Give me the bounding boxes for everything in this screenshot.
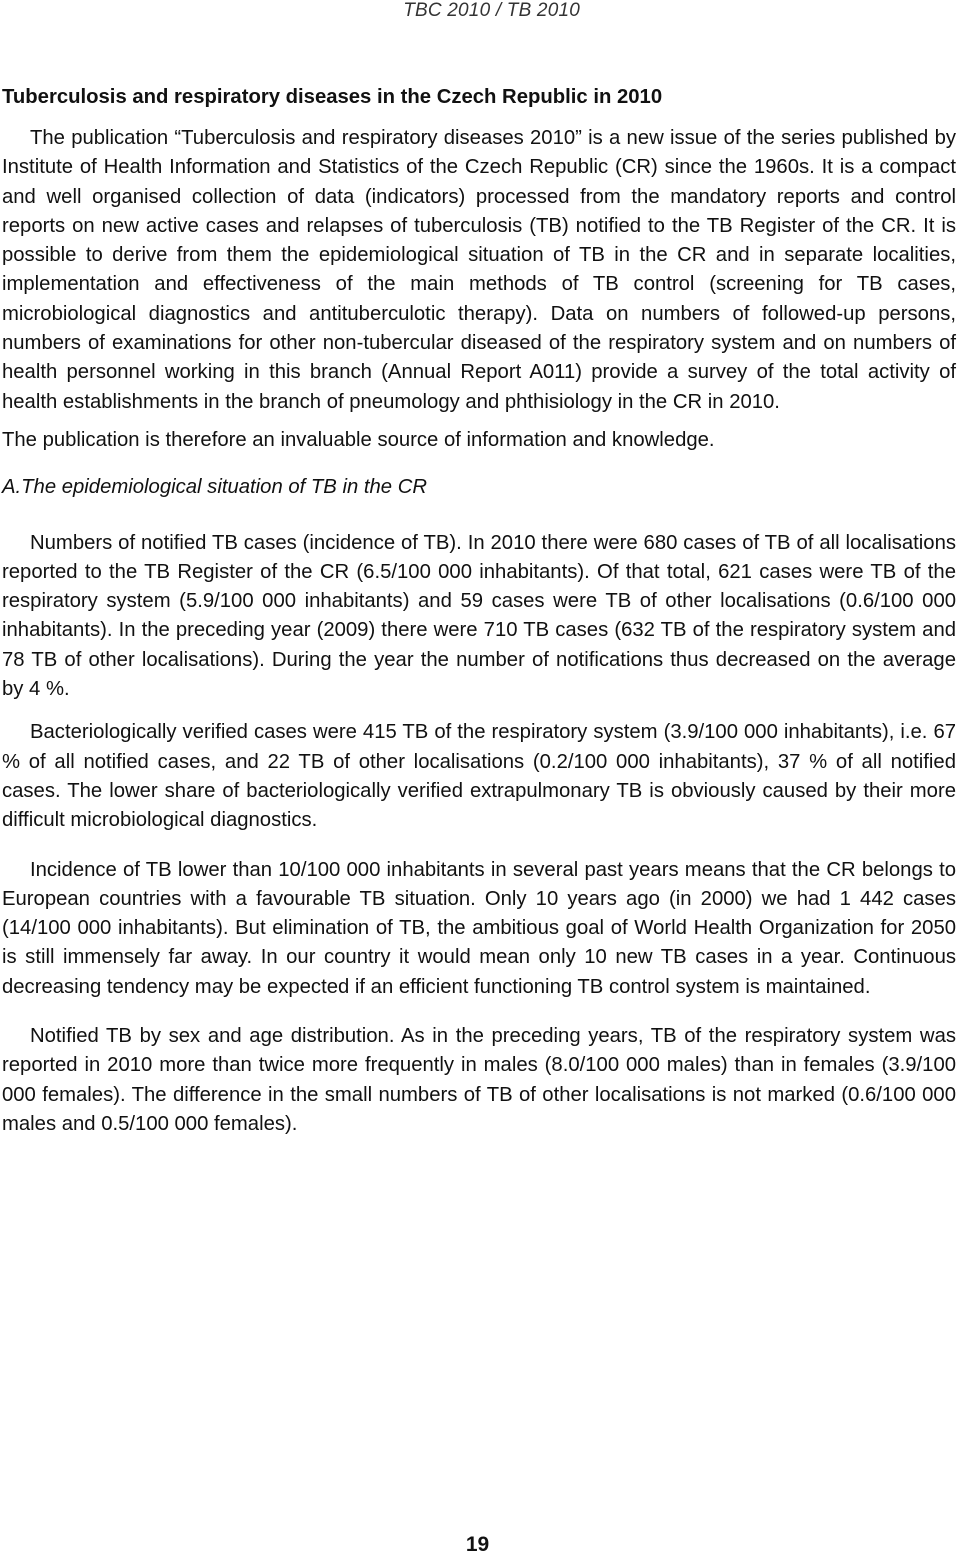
document-title: Tuberculosis and respiratory diseases in the Czech Republic in 2010 bbox=[2, 86, 663, 108]
running-header: TBC 2010 / TB 2010 bbox=[403, 0, 580, 21]
bacteriological-paragraph: Bacteriologically verified cases were 415 TB of the respiratory system (3.9/100 000 inhabitants), i.e. 67 % of all notified cases, and 22 TB of other localisations (0.2/100 000 inhabitants), 37 % of all notified cases. The lower share of bacteriologically verified extrapulmonary TB is obviously caused by their more difficult microbiological diagnostics. bbox=[2, 721, 956, 832]
page-number: 19 bbox=[465, 1533, 490, 1556]
intro-conclusion-paragraph: The publication is therefore an invaluable source of information and knowledge. bbox=[2, 428, 715, 451]
trend-paragraph: Incidence of TB lower than 10/100 000 inhabitants in several past years means that the CR belongs to European countries with a favourable TB situation. Only 10 years ago (in 2000) we had 1 442 cases (14/100 000 inhabitants). But elimination of TB, the ambitious goal of World Health Organization for 2050 is still immensely far away. In our country it would mean only 10 new TB cases in a year. Continuous decreasing tendency may be expected if an efficient functioning TB control system is maintained. bbox=[2, 858, 956, 998]
intro-paragraph: The publication “Tuberculosis and respiratory diseases 2010” is a new issue of the series published by Institute of Health Information and Statistics of the Czech Republic (CR) since the 1960s. It is a compact and well organised collection of data (indicators) processed from the mandatory reports and control reports on new active cases and relapses of tuberculosis (TB) notified to the TB Register of the CR. It is possible to derive from them the epidemiological situation of TB in the CR and in separate localities, implementation and effectiveness of the main methods of TB control (screening for TB cases, microbiological diagnostics and antituberculotic therapy). Data on numbers of followed-up persons, numbers of examinations for other non-tubercular diseased of the respiratory system and on numbers of health personnel working in this branch (Annual Report A011) provide a survey of the total activity of health establishments in the branch of pneumology and phthisiology in the CR in 2010. bbox=[2, 127, 956, 413]
incidence-paragraph: Numbers of notified TB cases (incidence of TB). In 2010 there were 680 cases of TB of all localisations reported to the TB Register of the CR (6.5/100 000 inhabitants). Of that total, 621 cases were TB of the respiratory system (5.9/100 000 inhabitants) and 59 cases were TB of other localisations (0.6/100 000 inhabitants). In the preceding year (2009) there were 710 TB cases (632 TB of the respiratory system and 78 TB of other localisations). During the year the number of notifications thus decreased on the average by 4 %. bbox=[2, 531, 956, 701]
sex-age-paragraph: Notified TB by sex and age distribution. As in the preceding years, TB of the respiratory system was reported in 2010 more than twice more frequently in males (8.0/100 000 males) than in females (3.9/100 000 females). The difference in the small numbers of TB of other localisations is not marked (0.6/100 000 males and 0.5/100 000 females). bbox=[2, 1025, 956, 1135]
section-a-heading: A.The epidemiological situation of TB in the CR bbox=[2, 476, 427, 499]
document-body bbox=[2, 82, 956, 1139]
